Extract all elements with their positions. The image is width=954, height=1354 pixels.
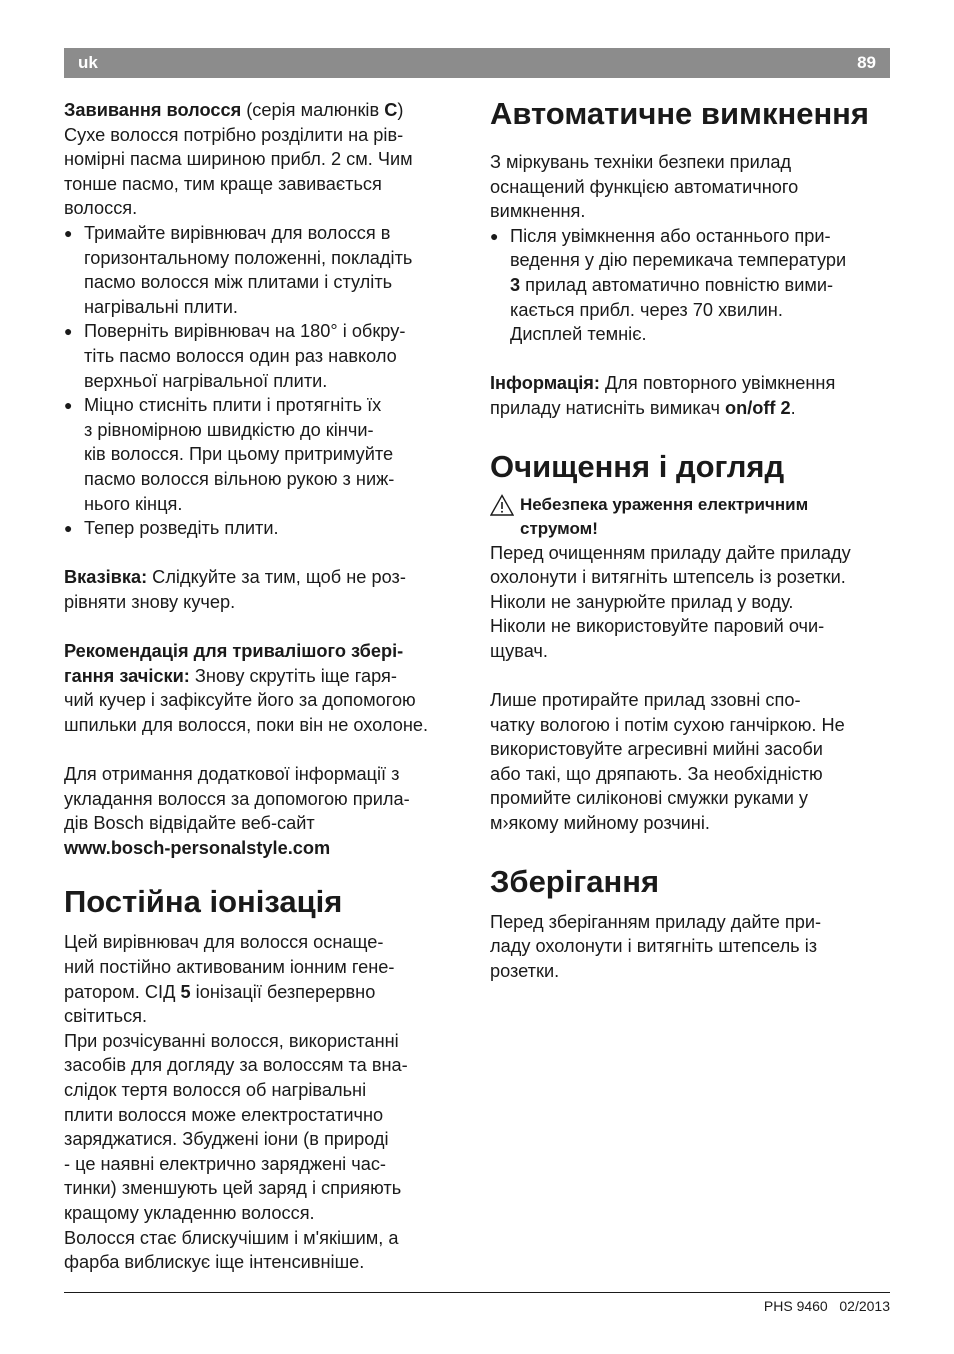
info-text: приладу натисніть вимикач — [490, 397, 725, 418]
list-item-line — [510, 273, 890, 298]
hint-text: Слідкуйте за тим, щоб не роз- — [147, 567, 406, 588]
care-text-line: Перед очищенням приладу дайте приладу — [490, 542, 851, 563]
language-code: uk — [78, 53, 98, 72]
auto-text-line: оснащений функцією автоматичного — [490, 176, 799, 197]
ion-text-line: плити волосся може електростатично — [64, 1104, 384, 1125]
curling-series-letter: C — [384, 100, 398, 120]
ion-text-line: ний постійно активованим іонним гене- — [64, 957, 395, 977]
curling-text-line: Сухе волосся потрібно розділити на рів- — [64, 124, 404, 145]
care-text-line: Ніколи не використовуйте паровий очи- — [490, 616, 825, 637]
list-item-line: верхньої нагрівальної плити. — [84, 370, 328, 391]
ion-led-number: 5 — [180, 981, 191, 1002]
info-paragraph-line — [490, 396, 890, 421]
hint-label: Вказівка: — [64, 567, 148, 588]
list-item-line: пасмо волосся вільною рукою з ниж- — [84, 468, 395, 489]
curling-text-line: номірні пасма шириною прибл. 2 см. Чим — [64, 149, 413, 170]
list-item — [490, 224, 890, 347]
list-item-line: Тепер розведіть плити. — [84, 518, 279, 539]
list-item-line: нього кінця. — [84, 493, 183, 514]
list-item — [64, 393, 466, 516]
auto-shutoff-heading: Автоматичне вимкнення — [490, 96, 869, 131]
recommendation-label-line: Рекомендація для тривалішого збері- — [64, 641, 404, 662]
list-item-line: з рівномірною швидкістю до кінчи- — [84, 419, 374, 440]
ion-text-line: Цей вирівнювач для волосся оснаще- — [64, 932, 384, 953]
left-column — [64, 98, 466, 1275]
info-paragraph — [490, 371, 890, 396]
list-item-line: Міцно стисніть плити і протягніть їх — [84, 395, 382, 416]
list-item-text: прилад автоматично повністю вими- — [520, 274, 834, 295]
ion-text-line — [64, 980, 466, 1005]
info-text: . — [790, 397, 796, 418]
storage-heading: Зберігання — [490, 863, 660, 899]
electric-shock-warning — [490, 493, 890, 541]
curling-title: Завивання волосся — [64, 100, 242, 120]
recommendation-line — [64, 664, 466, 689]
ion-text-line: тинки) зменшують цей заряд і сприяють — [64, 1178, 402, 1199]
right-column — [490, 94, 890, 983]
footer-divider — [64, 1292, 890, 1293]
page-number: 89 — [857, 53, 876, 72]
list-item — [64, 319, 466, 393]
recommendation-label-line: гання зачіски: — [64, 665, 190, 686]
footer — [764, 1298, 890, 1314]
ion-text-line: Волосся стає блискучішим і м'якішим, а — [64, 1227, 399, 1248]
ionization-heading: Постійна іонізація — [64, 884, 343, 920]
care-text-line: м›якому мийному розчині. — [490, 813, 710, 834]
bullet-icon: ● — [64, 224, 73, 241]
ion-text-line: засобів для догляду за волоссям та вна- — [64, 1055, 408, 1076]
hint-text-line: рівняти знову кучер. — [64, 591, 236, 612]
list-item-line: пасмо волосся між плитами і стуліть — [84, 272, 393, 293]
care-text-line: використовуйте агресивні мийні засоби — [490, 739, 823, 760]
list-item-line: Тримайте вирівнювач для волосся в — [84, 222, 391, 243]
care-text-line: промийте силіконові смужки руками у — [490, 788, 809, 809]
list-item-line: ведення у дію перемикача температури — [510, 250, 847, 271]
recommendation-label — [64, 639, 466, 664]
care-text-line: охолонути і витягніть штепсель із розетки. — [490, 567, 846, 588]
website-url[interactable]: www.bosch-personalstyle.com — [64, 837, 331, 858]
warning-triangle-icon — [490, 494, 514, 516]
recommendation-text: Знову скрутіть іще гаря- — [189, 665, 397, 686]
curling-steps-list — [64, 221, 466, 541]
publication-date: 02/2013 — [839, 1298, 890, 1314]
onoff-switch-label: on/off 2 — [724, 397, 791, 418]
care-text-line: щувач. — [490, 640, 548, 661]
ion-text-line: фарба виблискує іще інтенсивніше. — [64, 1252, 365, 1273]
ion-text-line: При розчісуванні волосся, використанні — [64, 1030, 399, 1051]
storage-text-line: розетки. — [490, 960, 560, 981]
ion-text-line: - це наявні електрично заряджені час- — [64, 1153, 386, 1174]
info-text-line: укладання волосся за допомогою прила- — [64, 788, 410, 809]
bullet-icon: ● — [490, 227, 499, 244]
info-text-line: дів Bosch відвідайте веб-сайт — [64, 813, 315, 834]
storage-text-line: Перед зберіганням приладу дайте при- — [490, 911, 822, 932]
curling-series-post: ) — [397, 100, 404, 120]
curling-series-pre: (серія малюнків — [241, 100, 385, 120]
list-item-line: тіть пасмо волосся один раз навколо — [84, 345, 397, 366]
temperature-switch-number: 3 — [510, 274, 521, 295]
info-text: Для повторного увімкнення — [599, 373, 836, 394]
header-bar — [64, 48, 890, 78]
info-label: Інформація: — [490, 373, 600, 394]
info-text-line: Для отримання додаткової інформації з — [64, 764, 400, 785]
care-text-line: чатку вологою і потім сухою ганчіркою. Не — [490, 714, 845, 735]
curling-text-line: тонше пасмо, тим краще завивається — [64, 173, 382, 194]
auto-text-line: З міркувань техніки безпеки прилад — [490, 152, 792, 172]
curling-heading-line — [64, 98, 466, 123]
bullet-icon: ● — [64, 397, 73, 414]
list-item-line: Після увімкнення або останнього при- — [510, 225, 831, 246]
website-link[interactable] — [64, 836, 466, 861]
model-number: PHS 9460 — [763, 1298, 828, 1314]
care-text-line: Лише протирайте прилад ззовні спо- — [490, 690, 801, 711]
warning-text-line: Небезпека ураження електричним — [520, 494, 809, 514]
list-item-line: Поверніть вирівнювач на 180° і обкру- — [84, 321, 406, 342]
auto-text-line: вимкнення. — [490, 201, 586, 222]
ion-text: ратором. СІД — [64, 981, 181, 1002]
bullet-icon: ● — [64, 323, 73, 340]
ion-text: іонізації безперервно — [190, 981, 376, 1002]
care-text-line: Ніколи не занурюйте прилад у воду. — [490, 591, 794, 612]
list-item-line: Дисплей темніє. — [510, 324, 647, 345]
list-item-line: нагрівальні плити. — [84, 296, 238, 317]
cleaning-heading: Очищення і догляд — [490, 448, 785, 484]
list-item-line: кається прибл. через 70 хвилин. — [510, 299, 783, 320]
ion-text-line: заряджатися. Збуджені іони (в природі — [64, 1129, 389, 1150]
hint-paragraph — [64, 565, 466, 590]
list-item-line: ків волосся. При цьому притримуйте — [84, 444, 394, 465]
bullet-icon: ● — [64, 520, 73, 537]
curling-text-line: волосся. — [64, 198, 138, 219]
list-item — [64, 221, 466, 319]
ion-text-line: кращому укладенню волосся. — [64, 1202, 315, 1223]
list-item — [64, 516, 466, 541]
care-text-line: або такі, що дряпають. За необхідністю — [490, 763, 823, 784]
ion-text-line: слідок тертя волосся об нагрівальні — [64, 1079, 367, 1100]
ion-text-line: світиться. — [64, 1006, 148, 1027]
storage-text-line: ладу охолонути і витягніть штепсель із — [490, 936, 818, 957]
recommendation-text-line: шпильки для волосся, поки він не охолоне. — [64, 714, 429, 735]
warning-text-line: струмом! — [520, 518, 598, 538]
recommendation-text-line: чий кучер і зафіксуйте його за допомогою — [64, 690, 416, 711]
auto-shutoff-list — [490, 224, 890, 347]
list-item-line: горизонтальному положенні, покладіть — [84, 247, 413, 268]
